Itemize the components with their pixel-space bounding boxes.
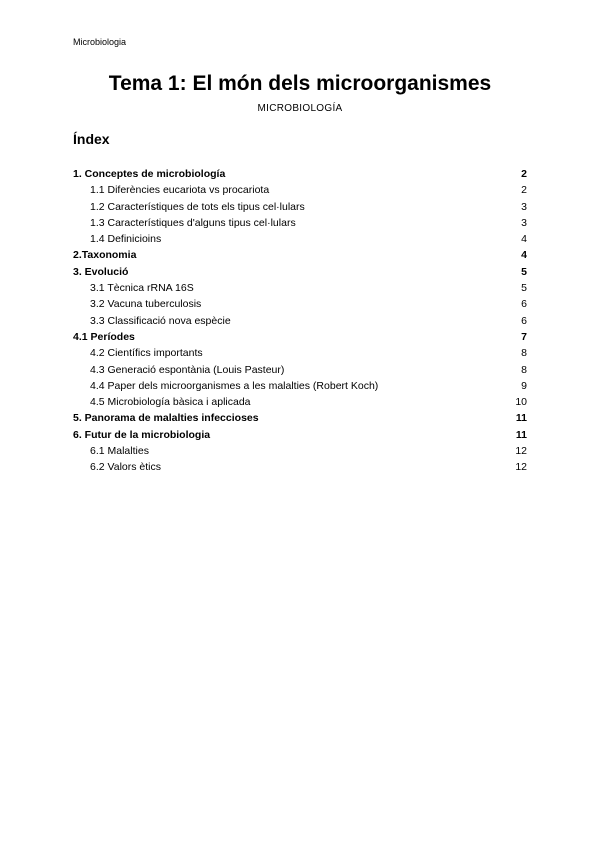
toc-entry-page-number[interactable]: 11: [515, 412, 527, 425]
toc-entry-page-number[interactable]: 11: [515, 428, 527, 441]
toc-entry-label[interactable]: 1. Conceptes de microbiología: [73, 168, 226, 180]
toc-entry-page-number[interactable]: 5: [521, 265, 527, 278]
toc-entry-label[interactable]: 4.5 Microbiología bàsica i aplicada: [90, 396, 251, 409]
toc-entry-label[interactable]: 4.2 Científics importants: [90, 347, 203, 360]
toc-entry[interactable]: [73, 459, 527, 475]
toc-entry-label[interactable]: 6. Futur de la microbiologia: [73, 428, 211, 441]
toc-entry[interactable]: [73, 378, 527, 394]
toc-entry[interactable]: [73, 280, 527, 296]
toc-entry[interactable]: [73, 264, 527, 280]
toc-entry-label[interactable]: 4.4 Paper dels microorganismes a les malalties (Robert Koch): [90, 379, 379, 392]
document-title: Tema 1: El món dels microorganismes: [108, 72, 492, 95]
toc-entry[interactable]: [73, 443, 527, 459]
toc-entry-page-number[interactable]: 2: [521, 168, 527, 180]
toc-entry[interactable]: [73, 199, 527, 215]
toc-entry-label[interactable]: 3.2 Vacuna tuberculosis: [90, 298, 202, 311]
toc-entry[interactable]: [73, 215, 527, 231]
toc-entry-page-number[interactable]: 4: [521, 249, 527, 262]
toc-entry-page-number[interactable]: 12: [515, 445, 527, 458]
toc-entry-page-number[interactable]: 6: [521, 314, 527, 327]
toc-entry[interactable]: [73, 329, 527, 345]
running-header: Microbiologia: [73, 37, 127, 47]
toc-entry-label[interactable]: 6.1 Malalties: [90, 445, 149, 458]
toc-entry[interactable]: [73, 166, 527, 182]
toc-entry[interactable]: [73, 345, 527, 361]
toc-entry-label[interactable]: 3. Evolució: [73, 265, 129, 278]
toc-entry-page-number[interactable]: 3: [521, 216, 527, 229]
toc-entry-page-number[interactable]: 7: [521, 330, 527, 343]
toc-entry-page-number[interactable]: 8: [521, 363, 527, 376]
toc-entry[interactable]: [73, 427, 527, 443]
toc-entry[interactable]: [73, 362, 527, 378]
toc-entry-page-number[interactable]: 8: [521, 347, 527, 360]
toc-entry-label[interactable]: 1.4 Definicioins: [90, 233, 162, 246]
toc-entry-label[interactable]: 5. Panorama de malalties infeccioses: [73, 412, 259, 425]
toc-entry-page-number[interactable]: 12: [515, 461, 527, 474]
toc-entry[interactable]: [73, 313, 527, 329]
index-heading: Índex: [73, 131, 110, 147]
toc-entry-page-number[interactable]: 2: [521, 184, 527, 197]
table-of-contents: [73, 166, 527, 476]
document-subtitle: MICROBIOLOGÍA: [257, 103, 343, 114]
toc-entry-page-number[interactable]: 5: [521, 282, 527, 295]
toc-entry-page-number[interactable]: 10: [515, 396, 527, 409]
toc-entry-page-number[interactable]: 4: [521, 233, 527, 246]
toc-entry[interactable]: [73, 410, 527, 426]
toc-entry-label[interactable]: 2.Taxonomia: [73, 249, 137, 262]
toc-entry-label[interactable]: 4.1 Períodes: [73, 330, 135, 343]
toc-entry[interactable]: [73, 296, 527, 312]
toc-entry-label[interactable]: 3.3 Classificació nova espècie: [90, 314, 231, 327]
toc-entry-page-number[interactable]: 3: [521, 200, 527, 213]
toc-entry-page-number[interactable]: 6: [521, 298, 527, 311]
toc-entry-label[interactable]: 1.1 Diferències eucariota vs procariota: [90, 184, 270, 197]
toc-entry-label[interactable]: 3.1 Tècnica rRNA 16S: [90, 282, 194, 295]
toc-entry[interactable]: [73, 394, 527, 410]
toc-entry[interactable]: [73, 182, 527, 198]
toc-entry-page-number[interactable]: 9: [521, 379, 527, 392]
toc-entry-label[interactable]: 1.3 Característiques d'alguns tipus cel·lulars: [90, 216, 296, 229]
toc-entry-label[interactable]: 1.2 Característiques de tots els tipus cel·lulars: [90, 200, 305, 213]
toc-entry[interactable]: [73, 231, 527, 247]
toc-entry[interactable]: [73, 247, 527, 263]
toc-entry-label[interactable]: 6.2 Valors ètics: [90, 461, 162, 474]
toc-entry-label[interactable]: 4.3 Generació espontània (Louis Pasteur): [90, 363, 285, 376]
